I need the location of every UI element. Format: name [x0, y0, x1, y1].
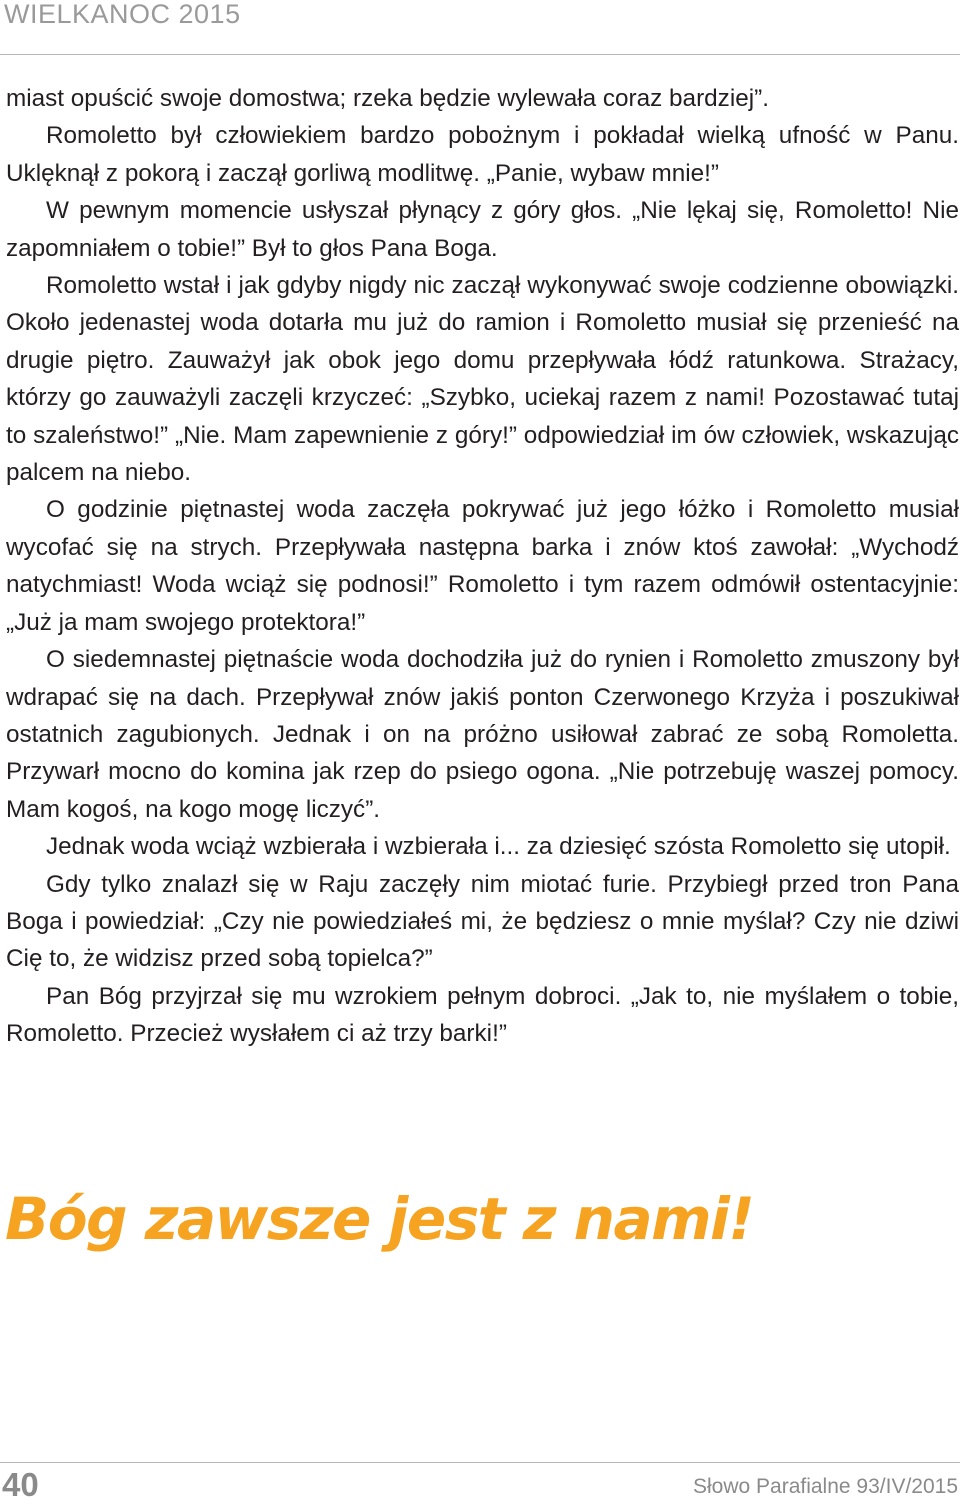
article-paragraph: Romoletto był człowiekiem bardzo pobożnym i pokładał wielką ufność w Panu. Uklęknął z pokorą i zaczął gorliwą modlitwę. „Panie, wybaw mnie!” — [6, 122, 959, 187]
footer-divider — [0, 1462, 960, 1463]
article-body — [6, 80, 959, 1053]
header-divider — [0, 54, 960, 55]
article-paragraph: Pan Bóg przyjrzał się mu wzrokiem pełnym dobroci. „Jak to, nie myślałem o tobie, Romoletto. Przecież wysłałem ci aż trzy barki!” — [6, 982, 959, 1048]
page-number: 40 — [2, 1466, 39, 1503]
article-paragraph: O siedemnastej piętnaście woda dochodziła już do rynien i Romoletto zmuszony był wdrapać się na dach. Przepływał znów jakiś ponton Czerwonego Krzyża i poszukiwał ostatnich zagubionych. Jednak i on na próżno usiłował zabrać ze sobą Romoletta. Przywarł mocno do komina jak rzep do psiego ogona. „Nie potrzebuję waszej pomocy. Mam kogoś, na kogo mogę liczyć”. — [6, 646, 959, 823]
page-header — [0, 0, 960, 56]
article-paragraph: miast opuścić swoje domostwa; rzeka będzie wylewała coraz bardziej”. — [6, 85, 769, 112]
publication-title: Słowo Parafialne 93/IV/2015 — [692, 1475, 958, 1498]
article-paragraph: O godzinie piętnastej woda zaczęła pokrywać już jego łóżko i Romoletto musiał wycofać się na strych. Przepływała następna barka i znów ktoś zawołał: „Wychodź natychmiast! Woda wciąż się podnosi!” Romoletto i tym razem odmówił ostentacyjnie: „Już ja mam swojego protektora!” — [6, 496, 959, 636]
article-paragraph: Gdy tylko znalazł się w Raju zaczęły nim miotać furie. Przybiegł przed tron Pana Boga i powiedział: „Czy nie powiedziałeś mi, że będziesz o mnie myślał? Czy nie dziwi Cię to, że widzisz przed sobą topielca?” — [6, 870, 959, 973]
article-paragraph: W pewnym momencie usłyszał płynący z góry głos. „Nie lękaj się, Romoletto! Nie zapomniałem o tobie!” Był to głos Pana Boga. — [6, 197, 959, 262]
article-paragraph: Romoletto wstał i jak gdyby nigdy nic zaczął wykonywać swoje codzienne obowiązki. Około jedenastej woda dotarła mu już do ramion i Romoletto musiał się przenieść na drugie piętro. Zauważył jak obok jego domu przepływała łódź ratunkowa. Strażacy, którzy go zauważyli zaczęli krzyczeć: „Szybko, uciekaj razem z nami! Pozostawać tutaj to szaleństwo!” „Nie. Mam zapewnienie z góry!” odpowiedział im ów człowiek, wskazując palcem na niebo. — [6, 272, 959, 487]
section-title: WIELKANOC 2015 — [4, 0, 241, 29]
article-paragraph: Jednak woda wciąż wzbierała i wzbierała i... za dziesięć szósta Romoletto się utopił. — [46, 833, 951, 861]
closing-headline: Bóg zawsze jest z nami! — [5, 1185, 754, 1253]
